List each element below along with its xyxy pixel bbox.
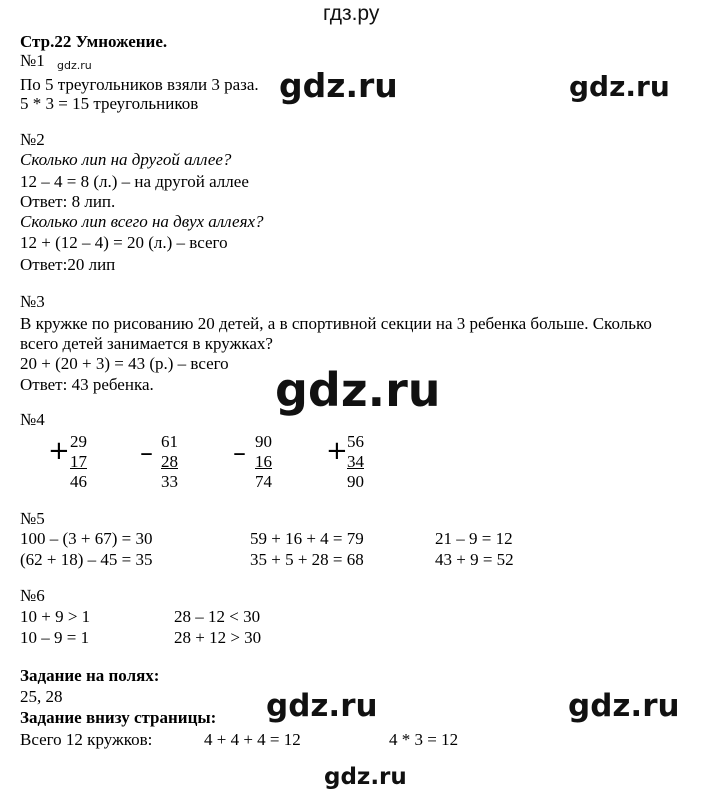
margin-task-title: Задание на полях:: [20, 666, 160, 685]
column-calc-1: [55, 432, 87, 492]
task2-question1: Сколько лип на другой аллее?: [20, 150, 232, 169]
task1-line1: По 5 треугольников взяли 3 раза.: [20, 75, 259, 94]
task5-r2c2: 35 + 5 + 28 = 68: [250, 550, 364, 569]
task4-number: №4: [20, 410, 45, 429]
page-title: Стр.22 Умножение.: [20, 32, 168, 51]
operand: 17: [70, 452, 87, 471]
watermark: gdz.ru: [266, 688, 378, 724]
task5-r1c2: 59 + 16 + 4 = 79: [250, 529, 364, 548]
task6-r1c2: 28 – 12 < 30: [174, 607, 261, 626]
task2-line2: 12 + (12 – 4) = 20 (л.) – всего: [20, 233, 228, 252]
task2-number: №2: [20, 130, 45, 149]
bottom-task-c2: 4 + 4 + 4 = 12: [204, 730, 301, 749]
watermark: gdz.ru: [569, 70, 670, 103]
operand: 29: [70, 432, 87, 451]
watermark: gdz.ru: [324, 764, 407, 790]
operand: 28: [161, 452, 178, 471]
result: 74: [255, 472, 272, 491]
watermark: gdz.ru: [279, 66, 398, 105]
plus-sign: +: [48, 436, 70, 466]
operand: 56: [347, 432, 364, 451]
plus-sign: +: [326, 436, 348, 466]
operand: 34: [347, 452, 364, 471]
margin-task-text: 25, 28: [20, 687, 63, 706]
operand: 90: [255, 432, 272, 451]
watermark-small: gdz.ru: [57, 59, 92, 72]
task1-number: №1: [20, 51, 45, 70]
task3-line2: всего детей занимается в кружках?: [20, 334, 273, 353]
column-calc-2: [146, 432, 178, 492]
bottom-task-c1: Всего 12 кружков:: [20, 730, 153, 749]
task5-number: №5: [20, 509, 45, 528]
result: 46: [70, 472, 87, 491]
task6-r2c2: 28 + 12 > 30: [174, 628, 262, 647]
watermark: gdz.ru: [275, 363, 441, 417]
task3-line1: В кружке по рисованию 20 детей, а в спортивной секции на 3 ребенка больше. Сколько: [20, 314, 652, 333]
task3-number: №3: [20, 292, 45, 311]
task5-r2c3: 43 + 9 = 52: [435, 550, 514, 569]
task2-answer1: Ответ: 8 лип.: [20, 192, 116, 211]
task6-r1c1: 10 + 9 > 1: [20, 607, 91, 626]
result: 33: [161, 472, 178, 491]
bottom-task-title: Задание внизу страницы:: [20, 708, 217, 727]
task2-line1: 12 – 4 = 8 (л.) – на другой аллее: [20, 172, 249, 191]
task5-r1c1: 100 – (3 + 67) = 30: [20, 529, 153, 548]
column-calc-4: [332, 432, 364, 492]
operand: 16: [255, 452, 272, 471]
task6-number: №6: [20, 586, 45, 605]
task5-r2c1: (62 + 18) – 45 = 35: [20, 550, 153, 569]
task3-answer: Ответ: 43 ребенка.: [20, 375, 154, 394]
site-header: гдз.ру: [323, 2, 380, 25]
task3-line3: 20 + (20 + 3) = 43 (р.) – всего: [20, 354, 229, 373]
minus-sign: –: [140, 438, 153, 468]
task2-answer2: Ответ:20 лип: [20, 255, 116, 274]
task2-question2: Сколько лип всего на двух аллеях?: [20, 212, 264, 231]
operand: 61: [161, 432, 178, 451]
result: 90: [347, 472, 364, 491]
task6-r2c1: 10 – 9 = 1: [20, 628, 90, 647]
column-calc-3: [240, 432, 272, 492]
watermark: gdz.ru: [568, 688, 680, 724]
task5-r1c3: 21 – 9 = 12: [435, 529, 513, 548]
task1-line2: 5 * 3 = 15 треугольников: [20, 94, 199, 113]
bottom-task-c3: 4 * 3 = 12: [389, 730, 459, 749]
minus-sign: –: [233, 438, 246, 468]
